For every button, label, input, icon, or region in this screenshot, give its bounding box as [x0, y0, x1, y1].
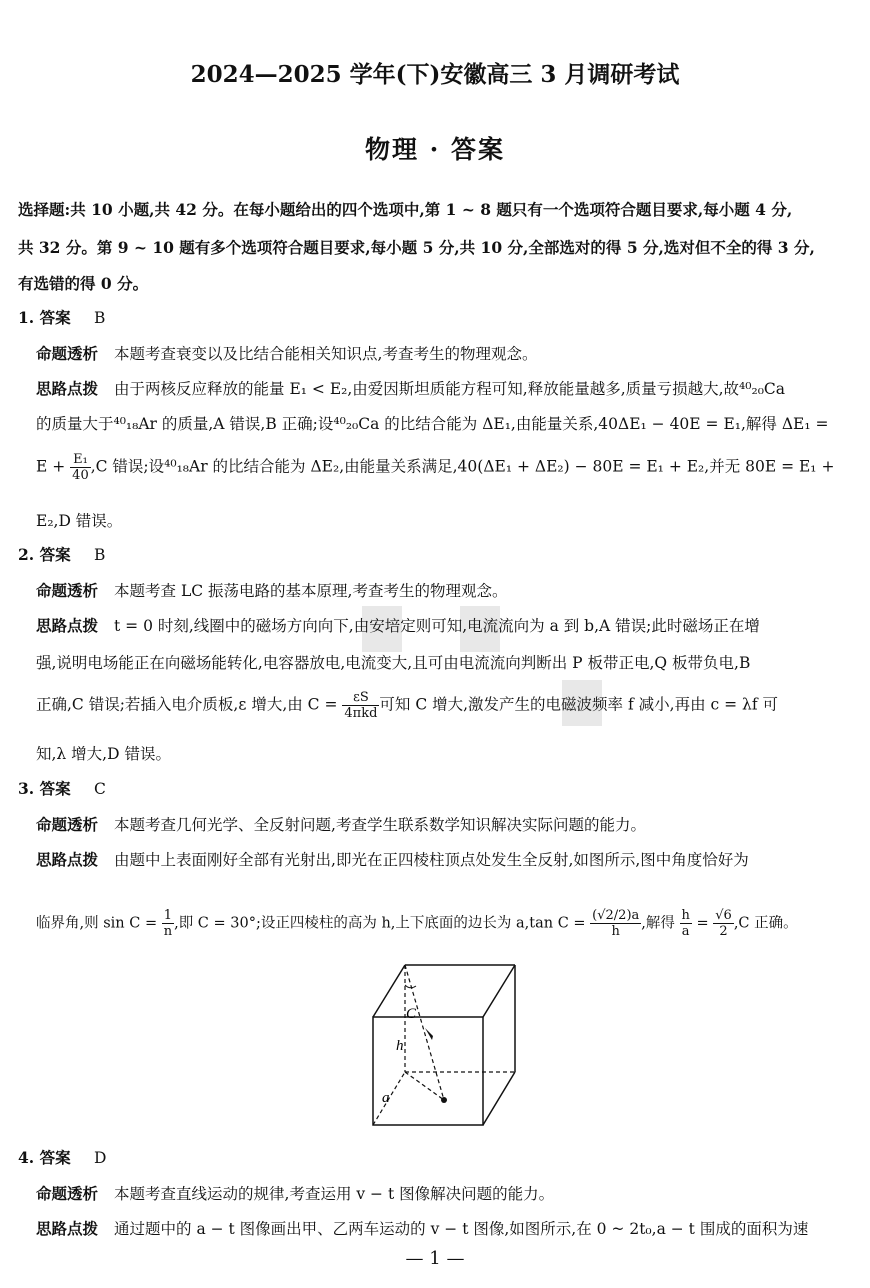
question-2-topic: [36, 579, 507, 601]
hint-text: E +: [36, 457, 66, 476]
fraction: $\frac{√6}{2}$: [715, 908, 732, 939]
question-1-header: [18, 306, 105, 328]
question-3-hint-2: [36, 908, 798, 939]
answer-label: 答案: [39, 545, 71, 564]
intro-line-2: 共 32 分。第 9 ~ 10 题有多个选项符合题目要求,每小题 5 分,共 10 分,全部选对的得 5 分,选对但不全的得 3 分,: [18, 238, 815, 257]
question-1-hint-1: [36, 377, 785, 399]
question-number: 2.: [18, 545, 35, 564]
question-2-header: [18, 543, 105, 565]
question-number: 3.: [18, 779, 35, 798]
question-number: 4.: [18, 1148, 35, 1167]
intro-line-3: 有选错的得 0 分。: [18, 274, 149, 293]
question-2-hint-1: [36, 614, 760, 636]
question-2-hint-2: 强,说明电场能正在向磁场能转化,电容器放电,电流变大,且可由电流流向判断出 P 板带正电,Q 板带负电,B: [36, 654, 751, 672]
edge: [373, 965, 405, 1017]
prism-figure: [360, 960, 530, 1130]
hint-label: 思路点拨: [36, 850, 99, 869]
intro-line-1: 选择题:共 10 小题,共 42 分。在每小题给出的四个选项中,第 1 ~ 8 题只有一个选项符合题目要求,每小题 4 分,: [18, 200, 793, 219]
hint-label: 思路点拨: [36, 616, 99, 635]
page-subtitle: 物理 · 答案: [364, 135, 506, 164]
side-label: a: [382, 1090, 390, 1106]
topic-text: 本题考查 LC 振荡电路的基本原理,考查考生的物理观念。: [114, 582, 508, 600]
fraction: $\frac{h}{a}$: [681, 908, 690, 939]
answer-value: B: [94, 309, 106, 327]
question-3-header: [18, 777, 106, 799]
topic-text: 本题考查直线运动的规律,考查运用 v − t 图像解决问题的能力。: [114, 1185, 555, 1203]
page-title: 2024—2025 学年(下)安徽高三 3 月调研考试: [190, 61, 680, 88]
question-4-hint-1: [36, 1217, 808, 1239]
edge: [483, 965, 515, 1017]
topic-text: 本题考查几何光学、全反射问题,考查学生联系数学知识解决实际问题的能力。: [114, 816, 646, 834]
arrow-icon: [425, 1028, 433, 1040]
topic-label: 命题透析: [36, 344, 99, 363]
hint-text: ,解得: [641, 915, 675, 932]
fraction: $\frac{\text{E₁}}{40}$: [72, 452, 89, 483]
hint-text: =: [696, 915, 709, 932]
question-2-hint-4: 知,λ 增大,D 错误。: [36, 745, 171, 763]
light-source-dot: [441, 1097, 447, 1103]
answer-label: 答案: [39, 779, 71, 798]
question-4-header: [18, 1146, 106, 1168]
hint-label: 思路点拨: [36, 1219, 99, 1238]
answer-value: B: [94, 546, 106, 564]
hint-text: ,即 C = 30°;设正四棱柱的高为 h,上下底面的边长为 a,tan C =: [174, 915, 586, 932]
question-2-hint-3: [36, 690, 778, 721]
fraction: $\frac{1}{n}$: [163, 908, 173, 939]
hint-text: t = 0 时刻,线圈中的磁场方向向下,由安培定则可知,电流流向为 a 到 b,A 错误;此时磁场正在增: [114, 617, 760, 635]
light-ray: [405, 965, 444, 1100]
answer-value: C: [94, 780, 106, 798]
topic-label: 命题透析: [36, 581, 99, 600]
hint-text: ,C 错误;设⁴⁰₁₈Ar 的比结合能为 ΔE₂,由能量关系满足,40(ΔE₁ + ΔE₂) − 80E = E₁ + E₂,并无 80E = E₁ +: [90, 457, 835, 476]
height-label: h: [396, 1038, 404, 1054]
topic-label: 命题透析: [36, 1184, 99, 1203]
fraction: $\frac{\varepsilon S}{\text{4πkd}}$: [344, 690, 378, 721]
answer-value: D: [94, 1149, 107, 1167]
answer-label: 答案: [39, 1148, 71, 1167]
hint-text: 可知 C 增大,激发产生的电磁波频率 f 减小,再由 c = λf 可: [379, 695, 779, 714]
hint-label: 思路点拨: [36, 379, 99, 398]
edge: [483, 1072, 515, 1125]
question-3-topic: [36, 813, 646, 835]
topic-label: 命题透析: [36, 815, 99, 834]
hint-text: 临界角,则 sin C =: [36, 915, 158, 932]
question-1-topic: [36, 342, 537, 364]
front-face: [373, 1017, 483, 1125]
question-1-hint-3: [36, 452, 834, 483]
page-number: — 1 —: [405, 1248, 465, 1269]
question-3-hint-1: [36, 848, 749, 870]
angle-label: C: [406, 1006, 417, 1022]
fraction: $\frac{(√2/2)a}{h}$: [592, 908, 640, 939]
question-1-hint-4: E₂,D 错误。: [36, 512, 123, 530]
diagonal: [405, 1072, 444, 1100]
hint-text: ,C 正确。: [733, 915, 798, 932]
question-number: 1.: [18, 308, 35, 327]
question-4-topic: [36, 1182, 554, 1204]
hint-text: 通过题中的 a − t 图像画出甲、乙两车运动的 v − t 图像,如图所示,在 0 ~ 2t₀,a − t 围成的面积为速: [114, 1220, 809, 1238]
topic-text: 本题考查衰变以及比结合能相关知识点,考查考生的物理观念。: [114, 345, 538, 363]
question-1-hint-2: 的质量大于⁴⁰₁₈Ar 的质量,A 错误,B 正确;设⁴⁰₂₀Ca 的比结合能为 ΔE₁,由能量关系,40ΔE₁ − 40E = E₁,解得 ΔE₁ =: [36, 415, 829, 433]
hint-text: 由于两核反应释放的能量 E₁ < E₂,由爱因斯坦质能方程可知,释放能量越多,质量亏损越大,故⁴⁰₂₀Ca: [114, 380, 786, 398]
answer-label: 答案: [39, 308, 71, 327]
hint-text: 由题中上表面刚好全部有光射出,即光在正四棱柱顶点处发生全反射,如图所示,图中角度恰好为: [114, 851, 749, 869]
hint-text: 正确,C 错误;若插入电介质板,ε 增大,由 C =: [36, 695, 338, 714]
